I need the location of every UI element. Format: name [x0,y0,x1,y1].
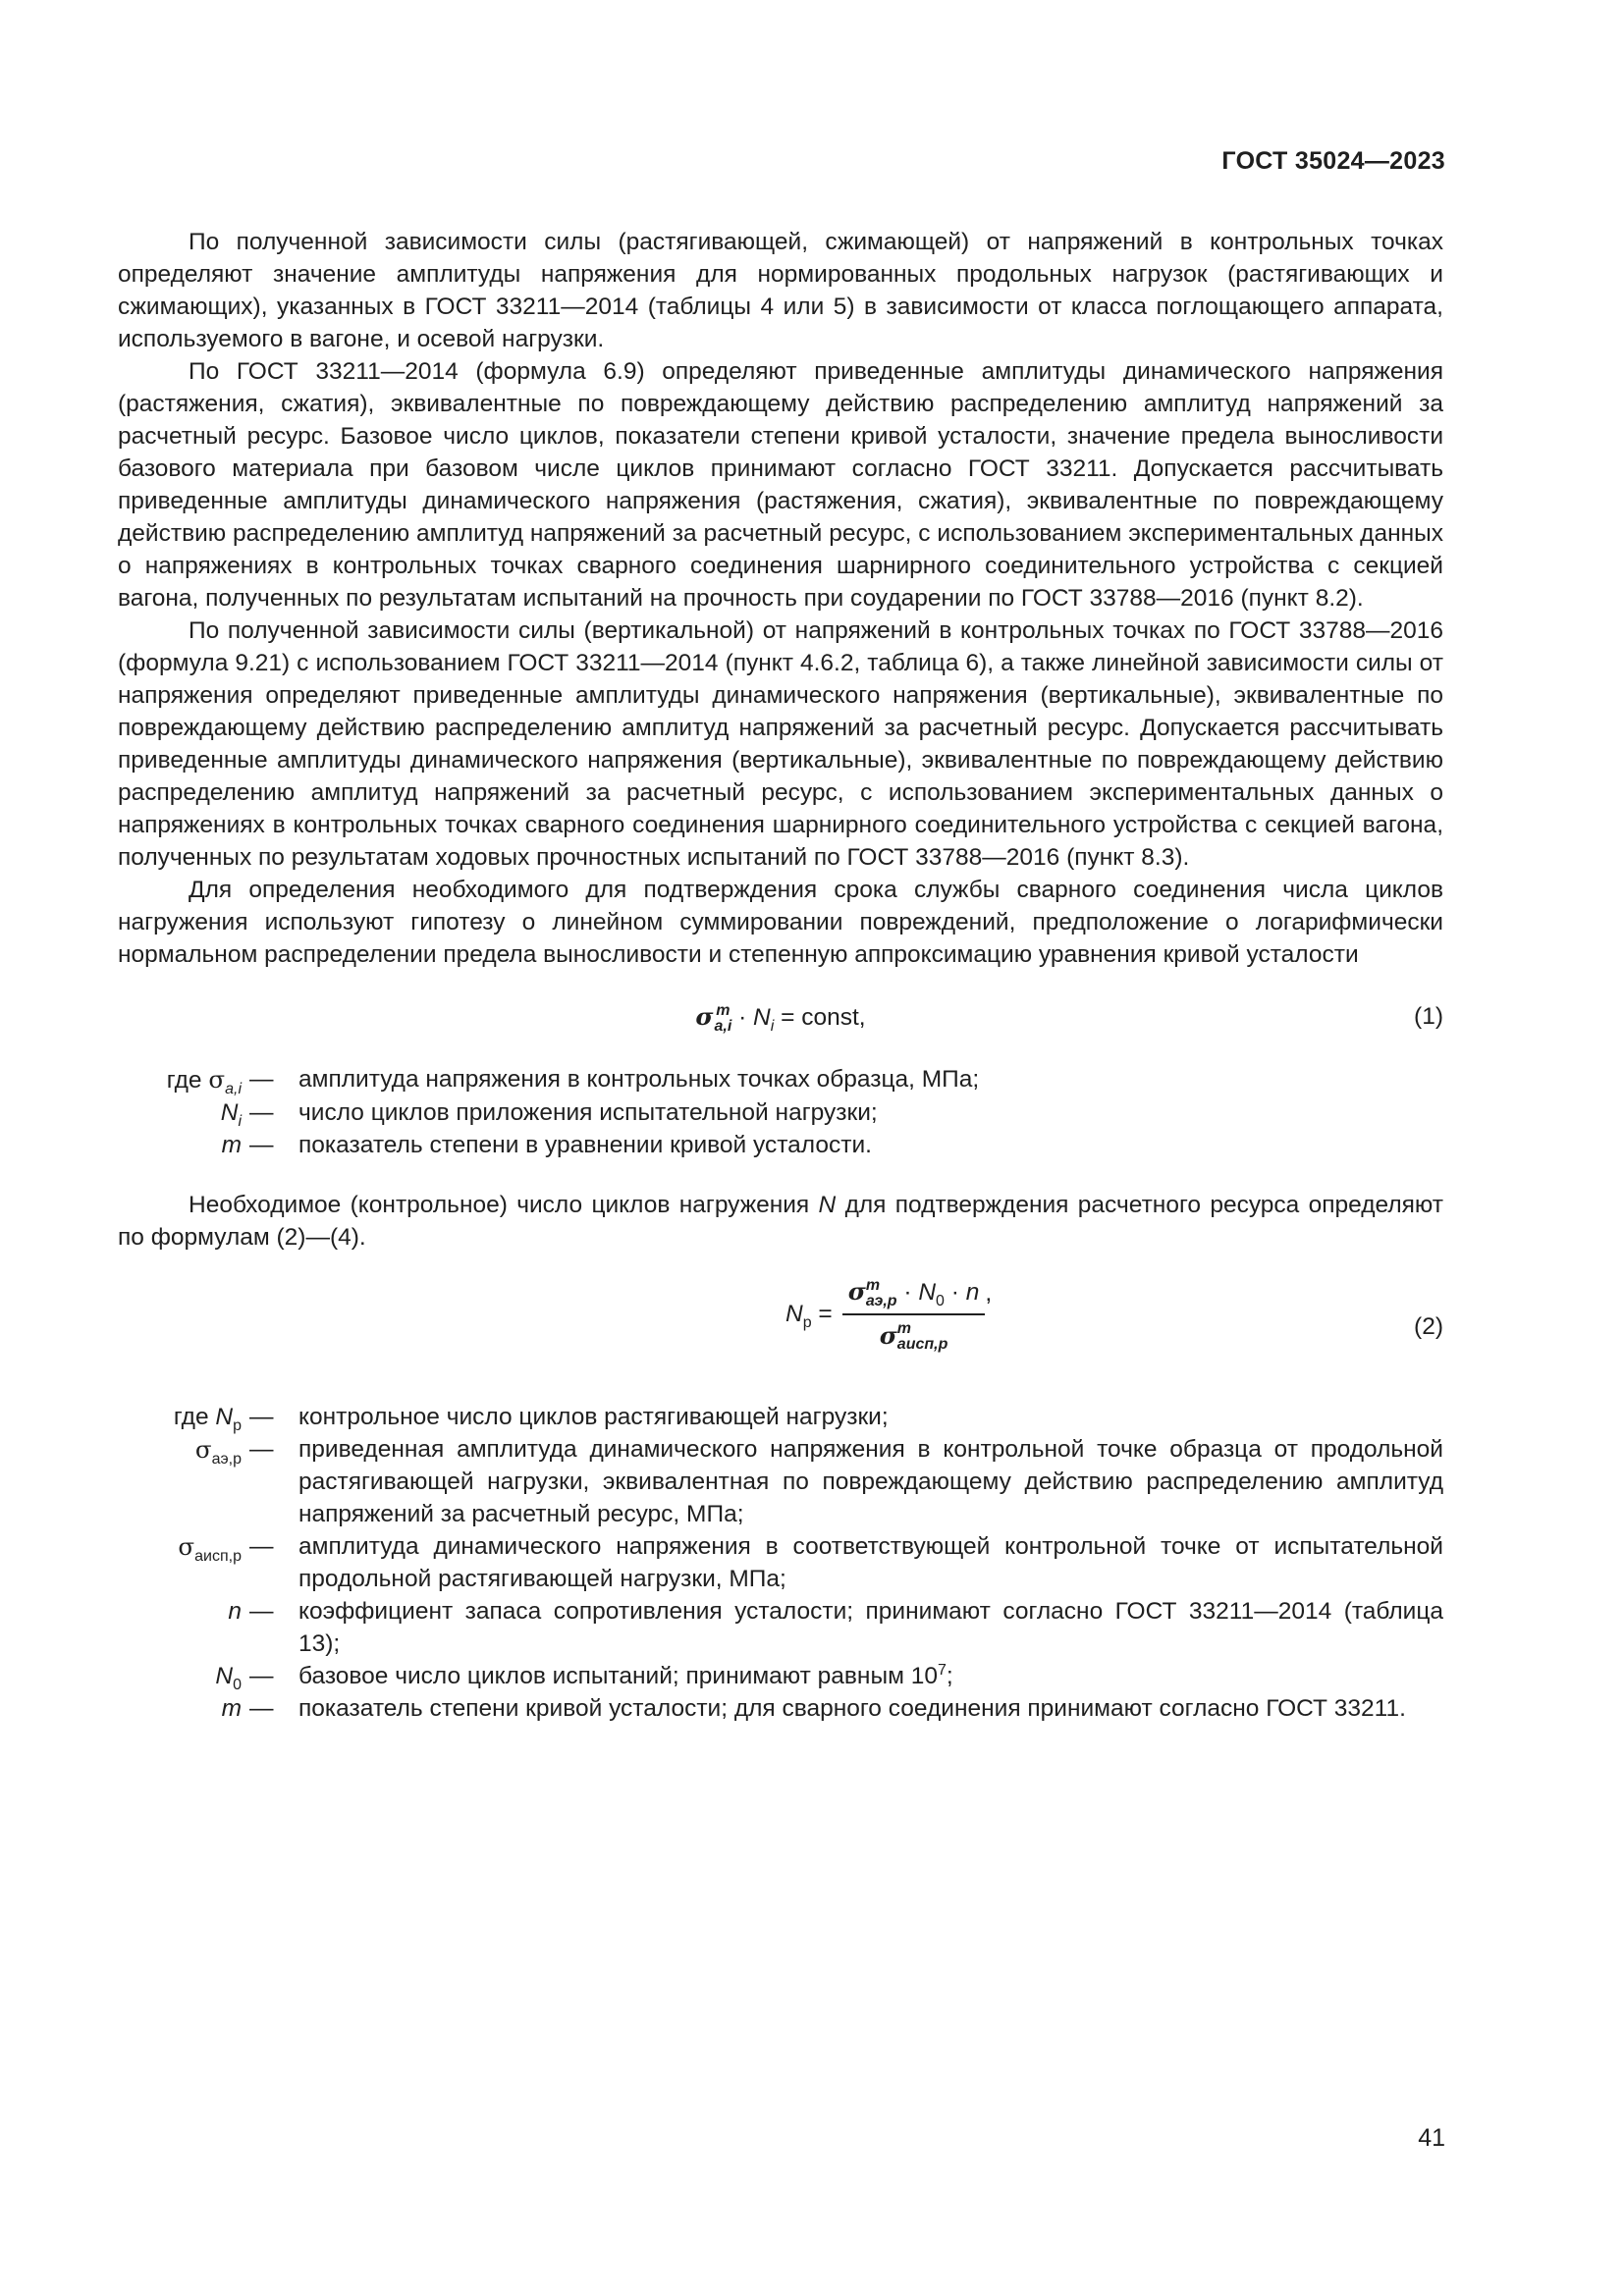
formula-2-den-sigma: σ [879,1320,897,1350]
formula-2-denominator [880,1315,948,1354]
legend-symbol [118,1660,249,1692]
legend-symbol [118,1063,249,1096]
formula-1-rest: = const, [774,1004,866,1031]
formula-1-N: N [753,1004,771,1031]
legend-dash: — [249,1598,274,1625]
formula-2-fraction [842,1275,986,1353]
legend-symbol [118,1401,249,1433]
legend-text: амплитуда напряжения в контрольных точках образца, МПа; [298,1066,980,1093]
legend-text-main: базовое число циклов испытаний; принимают равным 10 [298,1663,938,1689]
formula-2-num-sup: m [865,1276,881,1294]
legend-symbol-main: N [215,1663,234,1689]
paragraph-part: для подтверждения расчетного ресурса определяют по формулам (2)—(4). [118,1192,1443,1251]
legend-symbol [118,1692,249,1725]
legend-text: показатель степени в уравнении кривой усталости. [298,1132,872,1158]
paragraph: По полученной зависимости силы (вертикальной) от напряжений в контрольных точках по ГОСТ 33788—2016 (формула 9.21) с использованием ГОСТ 33211—2014 (пункт 4.6.2, таблица 6), а также линейной зависимости силы от напряжения определяют приведенные амплитуды динамического напряжения (вертикальные), эквивалентные по повреждающему действию распределению амплитуд напряжений за расчетный ресурс. Допускается рассчитывать приведенные амплитуды динамического напряжения (вертикальные), эквивалентные по повреждающему действию распределению амплитуд напряжений за расчетный ресурс, с использованием экспериментальных данных о напряжениях в контрольных точках сварного соединения шарнирного соединительного устройства с секцией вагона, полученных по результатам ходовых прочностных испытаний по ГОСТ 33788—2016 (пункт 8.3). [118,617,1443,871]
legend-symbol-main: N [215,1404,234,1430]
legend-row [118,1096,1443,1129]
formula-1-expression [118,1000,1443,1035]
legend-symbol [118,1595,249,1628]
paragraph: По ГОСТ 33211—2014 (формула 6.9) определяют приведенные амплитуды динамического напряжения (растяжения, сжатия), эквивалентные по повреждающему действию распределению амплитуд напряжений за расчетный ресурс. Базовое число циклов, показатели степени кривой усталости, значение предела выносливости базового материала при базовом числе циклов принимают согласно ГОСТ 33211. Допускается рассчитывать приведенные амплитуды динамического напряжения (растяжения, сжатия), эквивалентные по повреждающему действию распределению амплитуд напряжений за расчетный ресурс, с использованием экспериментальных данных о напряжениях в контрольных точках сварного соединения шарнирного соединительного устройства с секцией вагона, полученных по результатам испытаний на прочность при соударении по ГОСТ 33788—2016 (пункт 8.2). [118,358,1443,612]
formula-2-lhs-sub: р [802,1313,812,1331]
formula-2-number: (2) [1414,1313,1443,1340]
paragraph: По полученной зависимости силы (растягивающей, сжимающей) от напряжений в контрольных точках определяют значение амплитуды напряжения для нормированных продольных нагрузок (растягивающих и сжимающих), указанных в ГОСТ 33211—2014 (таблицы 4 или 5) в зависимости от класса поглощающего аппарата, используемого в вагоне, и осевой нагрузки. [118,229,1443,352]
formula-2-num-dot: · [944,1279,966,1306]
formula-2-lhs-symbol: N [785,1301,803,1328]
legend-row [118,1129,1443,1161]
formula-1-N-sub: i [770,1017,775,1035]
legend-text: показатель степени кривой усталости; для сварного соединения принимают согласно ГОСТ 33211. [298,1695,1406,1722]
formula-2-equals: = [811,1301,833,1328]
paragraph-part: Необходимое (контрольное) число циклов нагружения [189,1192,819,1218]
legend-row [118,1401,1443,1433]
legend-symbol-sub: аэ,р [211,1450,242,1468]
legend-dash: — [249,1404,274,1430]
formula-2 [118,1275,1443,1383]
formula-2-numerator [842,1275,986,1315]
legend-row [118,1530,1443,1595]
legend-dash: — [249,1695,274,1722]
formula-1-sub: a,i [714,1017,732,1035]
legend-text-sup: 7 [937,1661,947,1679]
legend-symbol-main: m [221,1132,242,1158]
legend-symbol [118,1129,249,1161]
legend-symbol-sub: a,i [225,1080,242,1097]
legend-dash: — [249,1663,274,1689]
legend-symbol-sub: i [238,1112,242,1130]
legend-text: контрольное число циклов растягивающей нагрузки; [298,1404,889,1430]
legend-row [118,1063,1443,1096]
formula-2-num-N0-sub: 0 [936,1292,945,1309]
legend-prefix: где [166,1067,209,1094]
document-body [118,226,1443,1725]
formula-2-num-n: n [965,1279,980,1306]
legend-text: амплитуда динамического напряжения в соответствующей контрольной точке от испытательной продольной растягивающей нагрузки, МПа; [298,1533,1443,1592]
formula-2-den-sup: m [896,1320,912,1338]
document-header: ГОСТ 35024—2023 [1221,147,1445,175]
page-number: 41 [1418,2124,1445,2152]
formula-1-dot: · [731,1004,754,1031]
legend-row [118,1595,1443,1660]
formula-1-sup: m [716,1001,731,1019]
formula-2-num-script [866,1278,897,1309]
legend-text [298,1660,1443,1692]
paragraph: Для определения необходимого для подтверждения срока службы сварного соединения числа циклов нагружения используют гипотезу о линейном суммировании повреждений, предположение о логарифмически нормальном распределении предела выносливости и степенную аппроксимацию уравнения кривой усталости [118,877,1443,968]
legend-symbol-main: σ [194,1435,212,1464]
formula-2-expression [785,1275,992,1353]
legend-dash: — [249,1099,274,1126]
formula-1-number: (1) [1414,1003,1443,1030]
legend-2 [118,1401,1443,1725]
legend-1 [118,1063,1443,1161]
formula-2-lhs [785,1298,842,1330]
formula-2-num-N0: N [918,1279,937,1306]
legend-symbol [118,1433,249,1467]
legend-text: число циклов приложения испытательной нагрузки; [298,1099,878,1126]
legend-symbol-sub: аисп,р [194,1547,242,1565]
legend-symbol-main: σ [208,1065,226,1094]
formula-1-script [714,1003,731,1035]
legend-symbol [118,1530,249,1564]
legend-symbol-main: n [228,1598,242,1625]
formula-2-den-sub: аисп,р [896,1336,948,1354]
paragraph [118,1189,1443,1254]
legend-text: коэффициент запаса сопротивления усталости; принимают согласно ГОСТ 33211—2014 (таблица 13); [298,1598,1443,1657]
formula-2-num-sigma: σ [847,1277,866,1306]
legend-symbol-sub: р [233,1416,242,1434]
legend-text-tail: ; [946,1663,953,1689]
formula-1 [118,994,1443,1043]
legend-prefix: где [173,1404,216,1430]
legend-row [118,1692,1443,1725]
legend-symbol-main: m [221,1695,242,1722]
legend-symbol-sub: 0 [233,1676,242,1693]
legend-text: приведенная амплитуда динамического напряжения в контрольной точке образца от продольной растягивающей нагрузки, эквивалентная по повреждающему действию распределению амплитуд напряжений за расчетный ресурс, МПа; [298,1436,1443,1527]
legend-symbol-main: N [220,1099,239,1126]
legend-row [118,1660,1443,1692]
legend-symbol [118,1096,249,1129]
legend-dash: — [249,1533,274,1560]
formula-1-sigma: σ [695,1002,714,1031]
legend-dash: — [249,1436,274,1463]
legend-dash: — [249,1066,274,1093]
formula-2-num-dot: · [896,1279,919,1306]
formula-2-den-script [897,1321,948,1353]
legend-row [118,1433,1443,1530]
legend-dash: — [249,1132,274,1158]
paragraph-symbol: N [818,1192,837,1218]
formula-2-num-sub: аэ,р [865,1292,897,1309]
formula-2-comma: , [985,1280,993,1307]
legend-symbol-main: σ [178,1532,195,1561]
